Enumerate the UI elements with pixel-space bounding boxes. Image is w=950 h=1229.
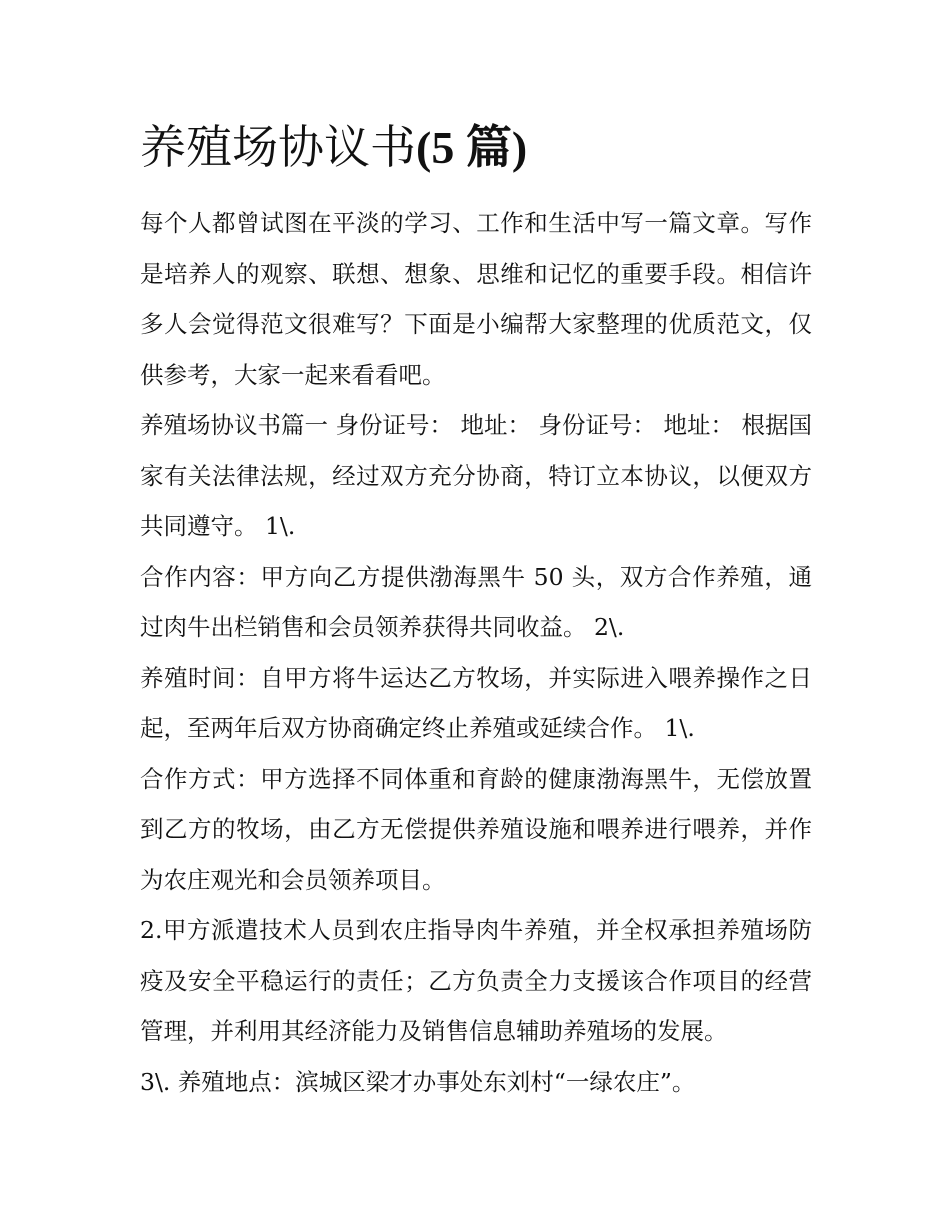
party-duties-paragraph: 2.甲方派遣技术人员到农庄指导肉牛养殖，并全权承担养殖场防疫及安全平稳运行的责任；乙方负责全力支援该合作项目的经营管理，并利用其经济能力及销售信息辅助养殖场的发展。	[140, 916, 812, 1045]
title-main-text: 养殖场协议书	[140, 120, 416, 174]
intro-paragraph: 每个人都曾试图在平淡的学习、工作和生活中写一篇文章。写作是培养人的观察、联想、想象、思维和记忆的重要手段。相信许多人会觉得范文很难写？下面是小编帮大家整理的优质范文，仅供参考，大家一起来看看吧。	[140, 209, 812, 389]
agreement-parties-paragraph: 养殖场协议书篇一 身份证号： 地址： 身份证号： 地址： 根据国家有关法律法规，经过双方充分协商，特订立本协议，以便双方共同遵守。 1\.	[140, 411, 812, 540]
breeding-period-paragraph: 养殖时间：自甲方将牛运达乙方牧场，并实际进入喂养操作之日起，至两年后双方协商确定终止养殖或延续合作。 1\.	[140, 663, 812, 742]
document-title	[140, 112, 527, 183]
cooperation-method-paragraph: 合作方式：甲方选择不同体重和育龄的健康渤海黑牛，无偿放置到乙方的牧场，由乙方无偿提供养殖设施和喂养进行喂养，并作为农庄观光和会员领养项目。	[140, 764, 812, 894]
cooperation-content-paragraph: 合作内容：甲方向乙方提供渤海黑牛 50 头，双方合作养殖，通过肉牛出栏销售和会员领养获得共同收益。 2\.	[140, 562, 812, 641]
document-body	[140, 198, 812, 1107]
title-suffix-text: (5 篇)	[416, 122, 528, 173]
breeding-location-paragraph: 3\. 养殖地点：滨城区梁才办事处东刘村“一绿农庄”。	[140, 1067, 696, 1096]
